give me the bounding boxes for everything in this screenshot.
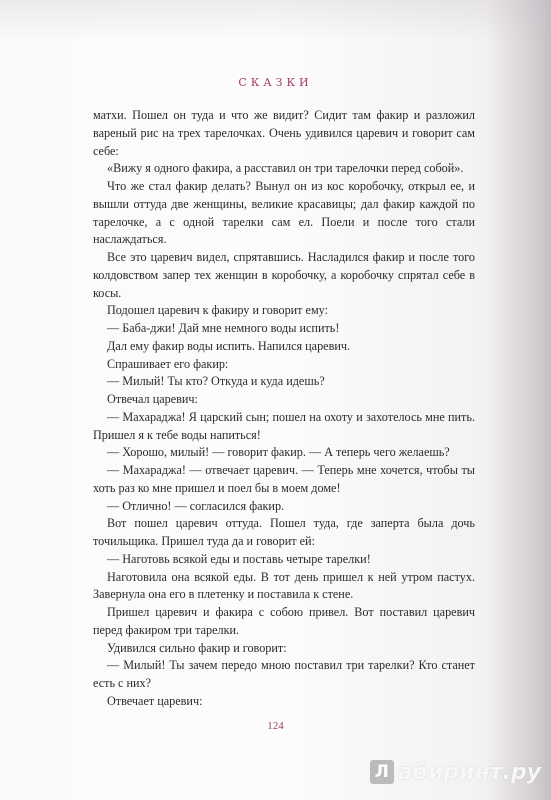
paragraph: Все это царевич видел, спрятавшись. Насладился факир и после того колдовством запер тех женщин в коробочку, а коробочку спрятал себе в косы. <box>93 250 475 300</box>
body-text <box>93 107 475 711</box>
paragraph: Отвечает царевич: <box>107 693 203 708</box>
labirint-logo-icon: Л <box>370 760 394 784</box>
page-top-shadow <box>0 0 551 40</box>
paragraph: Что же стал факир делать? Вынул он из кос коробочку, открыл ее, и вышли оттуда две женщины, великие красавицы; дал факир каждой по тарелочке, а с одной тарелки сам ел. Поели и после того стали наслаждаться. <box>93 179 475 247</box>
paragraph: матхи. Пошел он туда и что же видит? Сидит там факир и разложил вареный рис на трех тарелочках. Очень удивился царевич и говорит сам себе: <box>93 108 475 158</box>
paragraph: — Наготовь всякой еды и поставь четыре тарелки! <box>107 551 371 566</box>
watermark-text: абиринт.ру <box>397 759 541 785</box>
paragraph: — Отлично! — согласился факир. <box>107 498 285 513</box>
paragraph: «Вижу я одного факира, а расставил он три тарелочки перед собой». <box>107 161 464 176</box>
paragraph: Спрашивает его факир: <box>107 356 229 371</box>
paragraph: Наготовила она всякой еды. В тот день пришел к ней утром пастух. Завернула она его в плетенку и поставила к стене. <box>93 569 475 602</box>
paragraph: Вот пошел царевич оттуда. Пошел туда, где заперта была дочь точильщика. Пришел туда да и говорит ей: <box>93 516 475 548</box>
paragraph: Подошел царевич к факиру и говорит ему: <box>107 303 328 318</box>
page-number: 124 <box>267 720 284 732</box>
paragraph: — Баба-джи! Дай мне немного воды испить! <box>107 321 340 335</box>
paragraph: — Милый! Ты зачем передо мною поставил три тарелки? Кто станет есть с них? <box>93 658 475 690</box>
paragraph: — Махараджа! Я царский сын; пошел на охоту и захотелось мне пить. Пришел я к тебе воды напиться! <box>93 409 475 442</box>
paragraph: — Махараджа! — отвечает царевич. — Теперь мне хочется, чтобы ты хоть раз ко мне пришел и поел бы в моем доме! <box>93 463 475 495</box>
paragraph: Дал ему факир воды испить. Напился царевич. <box>107 338 351 353</box>
labirint-watermark <box>370 758 541 786</box>
paragraph: — Милый! Ты кто? Откуда и куда идешь? <box>107 374 325 389</box>
running-header: СКАЗКИ <box>238 76 313 89</box>
paragraph: Отвечал царевич: <box>107 392 198 406</box>
paragraph: Пришел царевич и факира с собою привел. Вот поставил царевич перед факиром три тарелки. <box>93 605 475 637</box>
paragraph: — Хорошо, милый! — говорит факир. — А теперь чего желаешь? <box>107 445 450 460</box>
paragraph: Удивился сильно факир и говорит: <box>107 640 287 655</box>
